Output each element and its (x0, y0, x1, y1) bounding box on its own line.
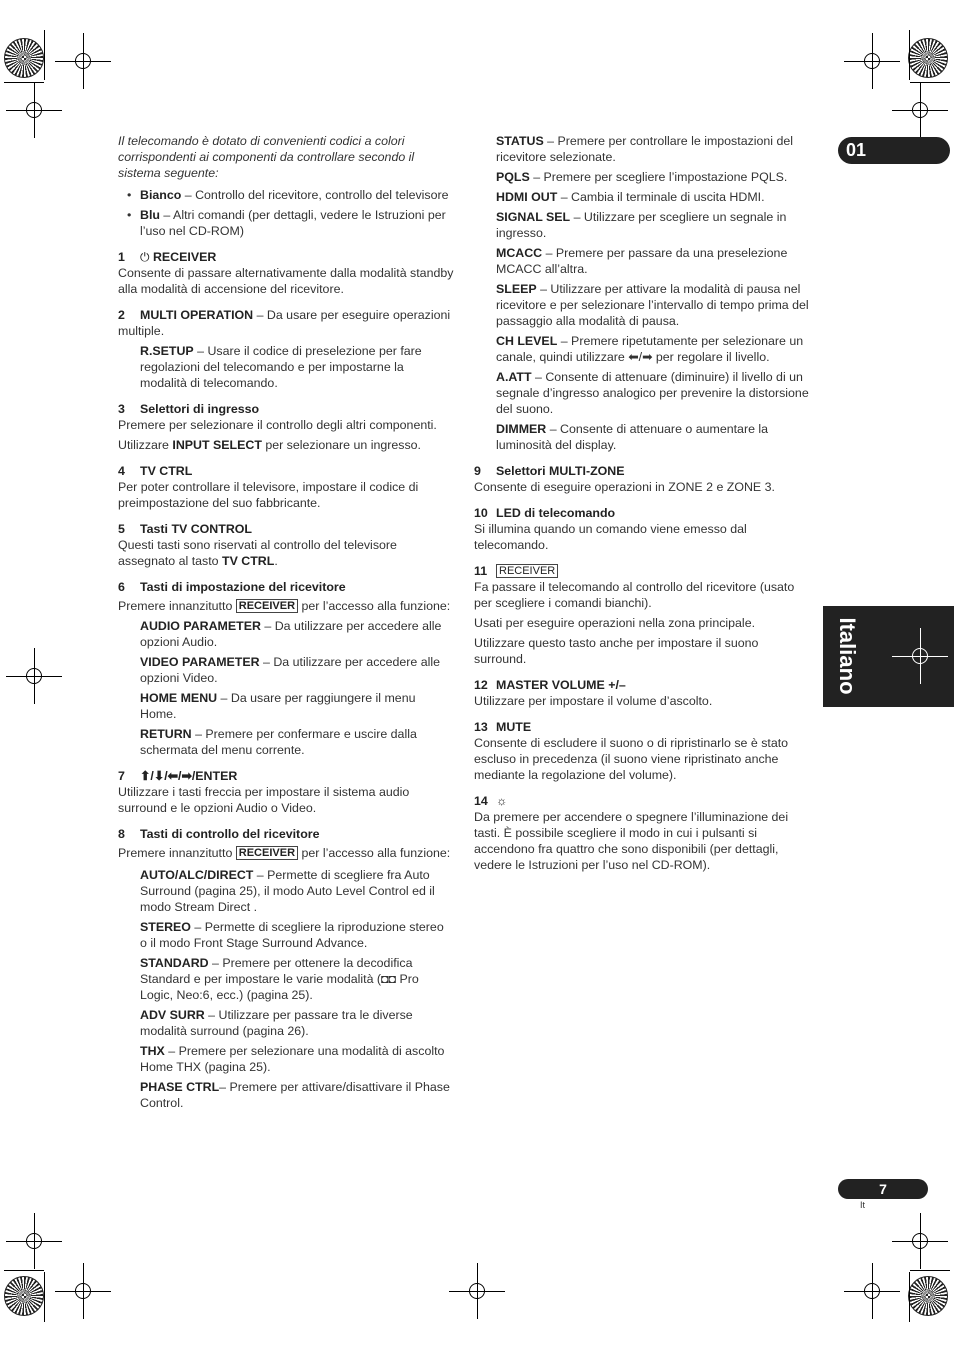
sub-item-term: AUTO/ALC/DIRECT (140, 868, 254, 882)
section-title: Tasti di controllo del ricevitore (140, 827, 320, 841)
power-icon: ⏻ (140, 250, 150, 264)
sub-item (496, 245, 810, 277)
sub-item-term: STEREO (140, 920, 191, 934)
section-number: 13 (474, 720, 488, 734)
crop-mark (910, 1270, 950, 1271)
section-number: 2 (118, 308, 125, 322)
sub-item-term: HDMI OUT (496, 190, 558, 204)
sub-item (140, 1079, 454, 1111)
section-text: Si illumina quando un comando viene emesso dal telecomando. (474, 522, 747, 552)
registration-mark (852, 41, 892, 81)
sub-item-term: CH LEVEL (496, 334, 558, 348)
language-label: Italiano (835, 617, 860, 695)
section-heading (474, 505, 810, 521)
page-number-badge (838, 1179, 928, 1199)
sub-item-text: – Premere per attivare/disattivare il Phase Control. (140, 1080, 450, 1110)
registration-mark (14, 656, 54, 696)
sub-item (496, 133, 810, 165)
light-icon: ☼ (496, 794, 508, 808)
starburst-mark-br (908, 1276, 948, 1316)
crop-mark (910, 82, 950, 83)
sub-item-term: ADV SURR (140, 1008, 205, 1022)
section-heading (118, 401, 454, 417)
section-title: ⬆/⬇/⬅/➡/ENTER (140, 769, 238, 783)
registration-mark (900, 90, 940, 130)
text-fragment: per selezionare un ingresso. (261, 438, 421, 452)
starburst-mark-tr (908, 38, 948, 78)
section-number: 11 (474, 564, 488, 578)
receiver-button-graphic: RECEIVER (236, 599, 298, 613)
text-bold: TV CTRL (222, 554, 275, 568)
section-heading (118, 579, 454, 595)
bullet-text: – Altri comandi (per dettagli, vedere le Istruzioni per l’uso nel CD-ROM) (140, 208, 446, 238)
section-heading (118, 521, 454, 537)
sub-item-text: – Da usare per raggiungere il menu Home. (140, 691, 416, 721)
right-column (474, 133, 810, 877)
crop-mark (44, 30, 45, 80)
sub-item-text: – Utilizzare per scegliere un segnale in ingresso. (496, 210, 787, 240)
sub-item (496, 209, 810, 241)
section-text: Fa passare il telecomando al controllo del ricevitore (usato per scegliere i comandi bianchi). (474, 580, 795, 610)
section-text (118, 437, 454, 453)
sub-item-term: SIGNAL SEL (496, 210, 571, 224)
registration-mark (852, 1271, 892, 1311)
section-number: 7 (118, 769, 125, 783)
crop-mark (909, 30, 910, 80)
section-text (118, 537, 454, 569)
language-tab (823, 606, 954, 707)
section-text (118, 845, 454, 861)
sub-item-text: – Utilizzare per passare tra le diverse modalità surround (pagina 26). (140, 1008, 413, 1038)
registration-mark (900, 636, 940, 676)
sub-item (496, 189, 810, 205)
section-number: 10 (474, 506, 488, 520)
receiver-button-graphic: RECEIVER (236, 846, 298, 860)
section-text: Consente di eseguire operazioni in ZONE 2 e ZONE 3. (474, 480, 775, 494)
sub-item-text: – Utilizzare per attivare la modalità di pausa nel ricevitore e per selezionare l’intervallo di tempo prima del passaggio alla modalità di pausa. (496, 282, 809, 328)
sub-item-text: – Premere per selezionare una modalità di ascolto Home THX (pagina 25). (140, 1044, 445, 1074)
section-text: Per poter controllare il televisore, impostare il codice di preimpostazione del suo fabbricante. (118, 480, 419, 510)
section-text: Premere per selezionare il controllo degli altri componenti. (118, 418, 437, 432)
sub-item-term: VIDEO PARAMETER (140, 655, 260, 669)
section-number: 5 (118, 522, 125, 536)
crop-mark (909, 1272, 910, 1322)
section-title: MASTER VOLUME +/– (496, 678, 626, 692)
section-heading (118, 249, 454, 265)
section-number: 6 (118, 580, 125, 594)
section-title: Selettori MULTI-ZONE (496, 464, 625, 478)
sub-item (140, 618, 454, 650)
bullet-dot: • (127, 208, 132, 222)
sub-item-term: HOME MENU (140, 691, 218, 705)
section-title: Tasti di impostazione del ricevitore (140, 580, 346, 594)
section-text: Utilizzare per impostare il volume d’ascolto. (474, 694, 713, 708)
sub-item (140, 343, 454, 391)
section-number: 4 (118, 464, 125, 478)
left-column (118, 133, 454, 1115)
section-heading (474, 463, 810, 479)
section-heading (474, 719, 810, 735)
sub-item-term: A.ATT (496, 370, 532, 384)
sub-item (140, 955, 454, 1003)
sub-item-text: – Premere per confermare e uscire dalla schermata del menu corrente. (140, 727, 417, 757)
section-title: Selettori di ingresso (140, 402, 260, 416)
sub-item-text: – Consente di attenuare o aumentare la luminosità del display. (496, 422, 769, 452)
section-text: Usati per eseguire operazioni nella zona principale. (474, 616, 756, 630)
bullet-text: – Controllo del ricevitore, controllo del televisore (181, 188, 449, 202)
sub-item (140, 1007, 454, 1039)
sub-item-term: SLEEP (496, 282, 537, 296)
receiver-button-graphic: RECEIVER (496, 564, 558, 578)
sub-item-term: PQLS (496, 170, 530, 184)
section-title: MULTI OPERATION (140, 308, 254, 322)
sub-item (496, 281, 810, 329)
sub-item (140, 690, 454, 722)
chapter-number-badge (838, 137, 950, 164)
sub-item-term: DIMMER (496, 422, 547, 436)
sub-item-term: PHASE CTRL (140, 1080, 220, 1094)
bullet-dot: • (127, 188, 132, 202)
starburst-mark-bl (4, 1276, 44, 1316)
sub-item-text: – Cambia il terminale di uscita HDMI. (557, 190, 765, 204)
text-fragment: per l’accesso alla funzione: (298, 846, 451, 860)
section-number: 12 (474, 678, 488, 692)
sub-item-text: – Da utilizzare per accedere alle opzioni Audio. (140, 619, 442, 649)
chapter-number: 01 (846, 140, 867, 160)
section-heading (474, 677, 810, 693)
section-text: Da premere per accendere o spegnere l’illuminazione dei tasti. È possibile scegliere il modo in cui i pulsanti si accendono fra quattro che sono disponibili (per dettagli, vedere le Istruzioni per l’uso nel CD-ROM). (474, 810, 789, 872)
sub-item-term: THX (140, 1044, 165, 1058)
sub-item-term: R.SETUP (140, 344, 194, 358)
text-fragment: per l’accesso alla funzione: (298, 599, 451, 613)
section-number: 9 (474, 464, 481, 478)
section-title: MUTE (496, 720, 532, 734)
section-number: 3 (118, 402, 125, 416)
sub-item-term: STANDARD (140, 956, 209, 970)
page-language-code: It (860, 1200, 866, 1210)
sub-item-text: – Usare il codice di preselezione per fare regolazioni del telecomando e per impostarne la modalità di telecomando. (140, 344, 422, 390)
sub-item-term: AUDIO PARAMETER (140, 619, 261, 633)
section-title: Tasti TV CONTROL (140, 522, 252, 536)
registration-mark (14, 1221, 54, 1261)
sub-item-text: – Permette di scegliere fra Auto Surround (pagina 25), il modo Auto Level Control ed il modo Stream Direct . (140, 868, 435, 914)
section-number: 8 (118, 827, 125, 841)
sub-item-text: – Premere per ottenere la decodifica Standard e per impostare le varie modalità (◘◘ Pro Logic, Neo:6, ecc.) (pagina 25). (140, 956, 419, 1002)
sub-item-text: – Premere ripetutamente per selezionare un canale, quindi utilizzare ⬅/➡ per regolare il livello. (496, 334, 804, 364)
starburst-mark-tl (4, 38, 44, 78)
text-fragment: Questi tasti sono riservati al controllo del televisore assegnato al tasto (118, 538, 397, 568)
sub-item-term: STATUS (496, 134, 544, 148)
sub-item (140, 919, 454, 951)
section-text: Consente di escludere il suono o di ripristinarlo se è stato escluso in precedenza (il suono viene ripristinato anche mediante la regolazione del volume). (474, 736, 789, 782)
text-bold: INPUT SELECT (172, 438, 262, 452)
sub-item-term: RETURN (140, 727, 192, 741)
sub-item (140, 1043, 454, 1075)
section-heading (118, 768, 454, 784)
sub-item (496, 333, 810, 365)
sub-item-text: – Premere per controllare le impostazioni del ricevitore selezionate. (496, 134, 794, 164)
sub-item (496, 369, 810, 417)
section-heading (118, 307, 454, 339)
sub-item (496, 169, 810, 185)
section-text: – Da usare per eseguire operazioni multiple. (118, 308, 451, 338)
sub-item-text: – Consente di attenuare (diminuire) il livello di un segnale d’ingresso analogico per prevenire la distorsione del suono. (496, 370, 809, 416)
bullet-item (118, 207, 454, 239)
registration-mark (63, 1271, 103, 1311)
text-fragment: Utilizzare (118, 438, 173, 452)
sub-item-term: MCACC (496, 246, 543, 260)
text-fragment: Premere innanzitutto (118, 846, 236, 860)
section-number: 14 (474, 794, 488, 808)
bullet-term: Bianco (140, 188, 182, 202)
text-fragment: . (274, 554, 278, 568)
section-title: LED di telecomando (496, 506, 616, 520)
sub-item (496, 421, 810, 453)
bullet-item (118, 187, 454, 203)
sub-item-text: – Da utilizzare per accedere alle opzioni Video. (140, 655, 441, 685)
text-fragment: Premere innanzitutto (118, 599, 236, 613)
sub-item-text: – Permette di scegliere la riproduzione stereo o il modo Front Stage Surround Advance. (140, 920, 444, 950)
sub-item (140, 654, 454, 686)
section-text (118, 598, 454, 614)
section-number: 1 (118, 250, 125, 264)
crop-mark (44, 1272, 45, 1322)
section-title: RECEIVER (152, 250, 217, 264)
sub-item-text: – Premere per scegliere l’impostazione PQLS. (529, 170, 788, 184)
page-number: 7 (879, 1181, 887, 1197)
sub-item-text: – Premere per passare da una preselezione MCACC all’altra. (496, 246, 788, 276)
section-heading (474, 563, 810, 579)
crop-mark (4, 82, 44, 83)
section-text: Utilizzare i tasti freccia per impostare il sistema audio surround e le opzioni Audio o Video. (118, 785, 410, 815)
section-title: TV CTRL (140, 464, 193, 478)
crop-mark (4, 1270, 44, 1271)
registration-mark (14, 90, 54, 130)
section-heading (118, 826, 454, 842)
intro-paragraph: Il telecomando è dotato di convenienti codici a colori corrispondenti ai componenti da controllare secondo il sistema seguente: (118, 134, 415, 180)
section-heading (118, 463, 454, 479)
bullet-term: Blu (140, 208, 160, 222)
registration-mark (63, 41, 103, 81)
sub-item (140, 726, 454, 758)
section-text: Utilizzare questo tasto anche per impostare il suono surround. (474, 636, 759, 666)
registration-mark (900, 1221, 940, 1261)
sub-item (140, 867, 454, 915)
section-text: Consente di passare alternativamente dalla modalità standby alla modalità di accensione del ricevitore. (118, 266, 454, 296)
registration-mark (457, 1271, 497, 1311)
section-heading (474, 793, 810, 809)
